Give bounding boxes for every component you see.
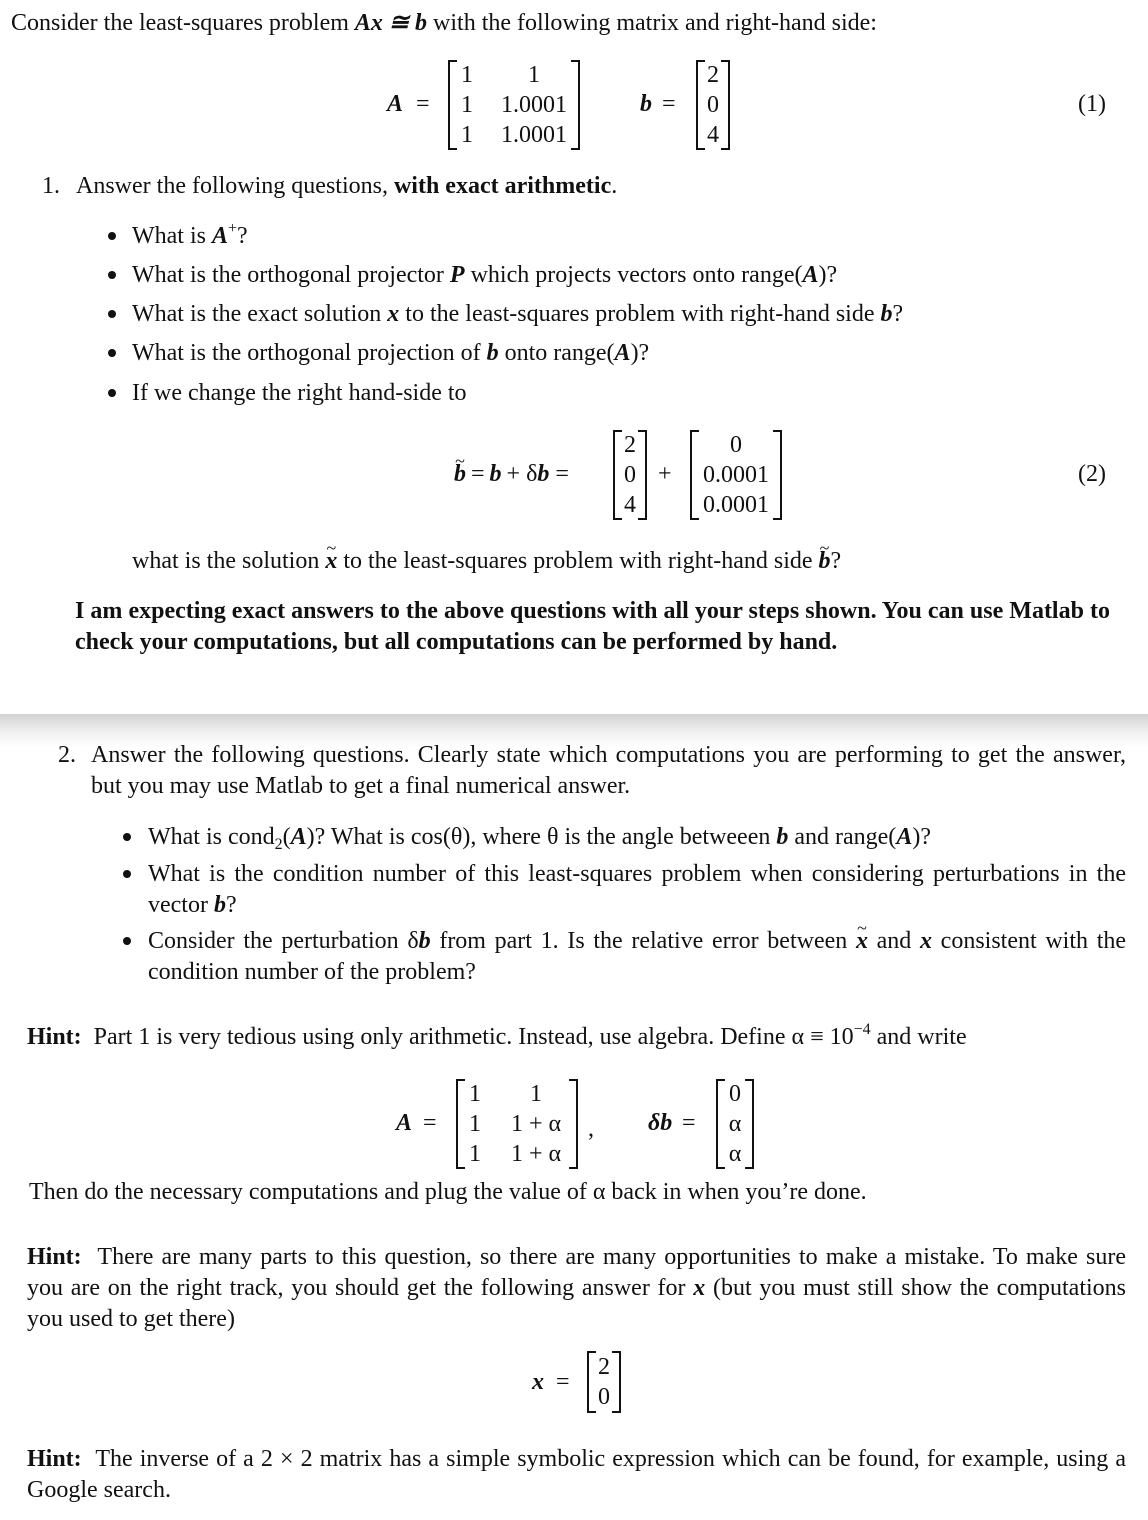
text: Consider the perturbation δ [148, 928, 419, 954]
text: from part 1. Is the relative error between [430, 928, 856, 954]
q1-text-bold: with exact arithmetic [393, 173, 612, 199]
matrix-cell: 1 [461, 122, 473, 148]
text: what is the solution [132, 548, 326, 574]
q1-what-solution [132, 546, 841, 577]
math-x-tilde: ~ x [325, 546, 337, 577]
math-b-tilde: ~ b [454, 459, 466, 490]
bullet-dot [108, 232, 116, 240]
q2-bullet-1 [148, 822, 931, 853]
math-A: A [614, 340, 631, 366]
text: There are many parts to this question, so there are many opportunities to make a mistake. To make sure you are on the right track, you should get the following answer for [27, 1244, 1126, 1301]
q1-text-post: . [611, 173, 618, 199]
superscript: + [228, 220, 238, 237]
hint2-x-label: x [532, 1369, 544, 1395]
vector-cell: 2 [624, 432, 636, 458]
math-b: b [489, 461, 502, 487]
q1-bullet-1 [132, 221, 248, 252]
text: )? [630, 340, 650, 366]
math-x: x [919, 928, 932, 954]
q1-number: 1. [42, 173, 60, 199]
text: ( [282, 824, 291, 850]
matrix-cell: 1 [528, 62, 540, 88]
hint1-db-label [648, 1108, 672, 1139]
hint-3 [27, 1444, 1126, 1506]
matrix-A-row [450, 60, 578, 90]
vector-cell: 0 [730, 432, 742, 458]
bullet-dot [123, 870, 131, 878]
equation-number-2: (2) [1078, 461, 1106, 487]
matrix-A-alpha [456, 1079, 578, 1169]
vector-cell: 4 [624, 492, 636, 518]
matrix-cell: 1 [469, 1141, 481, 1167]
text: to the least-squares problem with right-hand side [337, 548, 819, 574]
q1-text [76, 171, 617, 202]
eq1-b-equals: = [662, 91, 676, 117]
hint1-A-equals: = [423, 1110, 437, 1136]
vector-cell: 2 [707, 62, 719, 88]
vector-cell: 0.0001 [703, 492, 769, 518]
math-b: b [776, 824, 789, 850]
vector-cell: 0.0001 [703, 462, 769, 488]
vector-cell: α [728, 1141, 742, 1167]
subscript: 2 [274, 836, 283, 853]
math-P: P [449, 262, 465, 288]
text: to the least-squares problem with right-hand side [399, 301, 881, 327]
text: consistent with the condition number of the problem? [148, 928, 1127, 985]
vector-x-answer [587, 1351, 621, 1413]
bullet-dot [108, 389, 116, 397]
matrix-cell: 1.0001 [501, 92, 567, 118]
matrix-A-row [450, 90, 578, 120]
math-x-tilde: ~ x [856, 926, 868, 957]
vector-cell: 2 [598, 1354, 610, 1380]
math-A: A [896, 824, 913, 850]
math-b: b [537, 461, 550, 487]
expectation-note: I am expecting exact answers to the above questions with all your steps shown. You can use Matlab to check your computations, but all computations can be performed by hand. [75, 598, 1110, 655]
matrix-cell: 1 + α [510, 1141, 562, 1167]
math-x: x [693, 1275, 706, 1301]
q2-bullet-2 [148, 859, 1126, 921]
page-section-2 [0, 714, 1148, 1520]
eq1-A-label: A [387, 91, 404, 117]
matrix-cell: 1 + α [510, 1111, 562, 1137]
text: and [867, 928, 920, 954]
matrix-A-row [450, 120, 578, 150]
hint1-comma: , [588, 1116, 594, 1142]
vector-cell: 0 [624, 462, 636, 488]
superscript: −4 [853, 1021, 871, 1038]
text: ? [237, 223, 248, 249]
q1-bullet-3 [132, 299, 903, 330]
math-b-tilde: ~ b [819, 546, 831, 577]
q2-number: 2. [58, 742, 76, 768]
matrix-cell: 1 [461, 92, 473, 118]
intro-equation: Ax ≅ b [354, 10, 428, 36]
matrix-cell: 1 [530, 1081, 542, 1107]
intro-text: Consider the least-squares problem [11, 10, 355, 36]
hint1-db-equals: = [682, 1110, 696, 1136]
vector-delta-b [690, 430, 782, 520]
hint-label: Hint: [27, 1446, 82, 1472]
hint1-A-label: A [396, 1110, 413, 1136]
text: )? What is cos(θ), where θ is the angle betweeen [306, 824, 777, 850]
vector-cell: 0 [598, 1384, 610, 1410]
matrix-cell: 1 [461, 62, 473, 88]
bullet-dot [108, 349, 116, 357]
math-delta-b: δb [648, 1110, 673, 1136]
math-b: b [880, 301, 893, 327]
vector-cell: 0 [707, 92, 719, 118]
q1-text-pre: Answer the following questions, [76, 173, 394, 199]
text: ? [892, 301, 904, 327]
bullet-dot [123, 937, 131, 945]
matrix-cell: 1 [469, 1081, 481, 1107]
math-b: b [418, 928, 431, 954]
text: )? [818, 262, 838, 288]
text: Part 1 is very tedious using only arithmetic. Instead, use algebra. Define α ≡ 10 [93, 1024, 854, 1050]
bullet-dot [108, 310, 116, 318]
equation-number-1: (1) [1078, 91, 1106, 117]
q2-bullet-3 [148, 926, 1126, 988]
text: which projects vectors onto range( [464, 262, 803, 288]
vector-delta-b-alpha [716, 1079, 754, 1169]
text: ? [225, 892, 237, 918]
intro-text-end: with the following matrix and right-hand side: [427, 10, 877, 36]
math-b: b [213, 892, 226, 918]
text: and range( [788, 824, 897, 850]
plus-delta: + δ [506, 461, 538, 487]
bullet-dot [123, 833, 131, 841]
vector-cell: 4 [707, 122, 719, 148]
bullet-dot [108, 271, 116, 279]
hint-1 [27, 1022, 1126, 1053]
text: What is cond [148, 824, 275, 850]
math-A: A [802, 262, 819, 288]
hint-label: Hint: [27, 1244, 82, 1270]
text: What is the orthogonal projection of [132, 340, 487, 366]
text: onto range( [498, 340, 615, 366]
text: What is [132, 223, 212, 249]
intro-line [11, 8, 877, 39]
hint1-after: Then do the necessary computations and plug the value of α back in when you’re done. [29, 1179, 867, 1205]
text: (but you must still show the computations you used to get there) [27, 1275, 1126, 1332]
eq2-plus: + [658, 461, 672, 487]
hint-2 [27, 1242, 1126, 1335]
text: )? [912, 824, 931, 850]
text: The inverse of a 2 × 2 matrix has a simple symbolic expression which can be found, for example, using a Google search. [27, 1446, 1126, 1503]
eq1-b-label: b [640, 91, 652, 117]
math-A: A [290, 824, 307, 850]
matrix-A [448, 60, 580, 150]
eq2-lhs [454, 459, 569, 490]
matrix-cell: 1 [469, 1111, 481, 1137]
math-A: A [211, 223, 228, 249]
vector-cell: 0 [729, 1081, 741, 1107]
text: What is the exact solution [132, 301, 388, 327]
q1-bullet-2 [132, 260, 837, 291]
q1-bullet-5: If we change the right hand-side to [132, 380, 467, 406]
q2-text: Answer the following questions. Clearly state which computations you are performing to get the answer, but you may use Matlab to get a final numerical answer. [91, 742, 1126, 799]
matrix-cell: 1.0001 [501, 122, 567, 148]
eq1-A-equals: = [416, 91, 430, 117]
text: What is the condition number of this least-squares problem when considering perturbations in the vector [148, 861, 1126, 918]
text: and write [870, 1024, 967, 1050]
vector-cell: α [728, 1111, 742, 1137]
math-x: x [387, 301, 400, 327]
vector-b [696, 60, 730, 150]
q1-bullet-4 [132, 338, 649, 369]
text: What is the orthogonal projector [132, 262, 450, 288]
hint2-x-equals: = [556, 1369, 570, 1395]
page-section-1 [0, 0, 1148, 714]
text: ? [830, 548, 842, 574]
math-b: b [486, 340, 499, 366]
hint-label: Hint: [27, 1024, 82, 1050]
vector-b-2 [613, 430, 647, 520]
equals-sign: = [471, 461, 485, 487]
equals-sign: = [555, 461, 569, 487]
